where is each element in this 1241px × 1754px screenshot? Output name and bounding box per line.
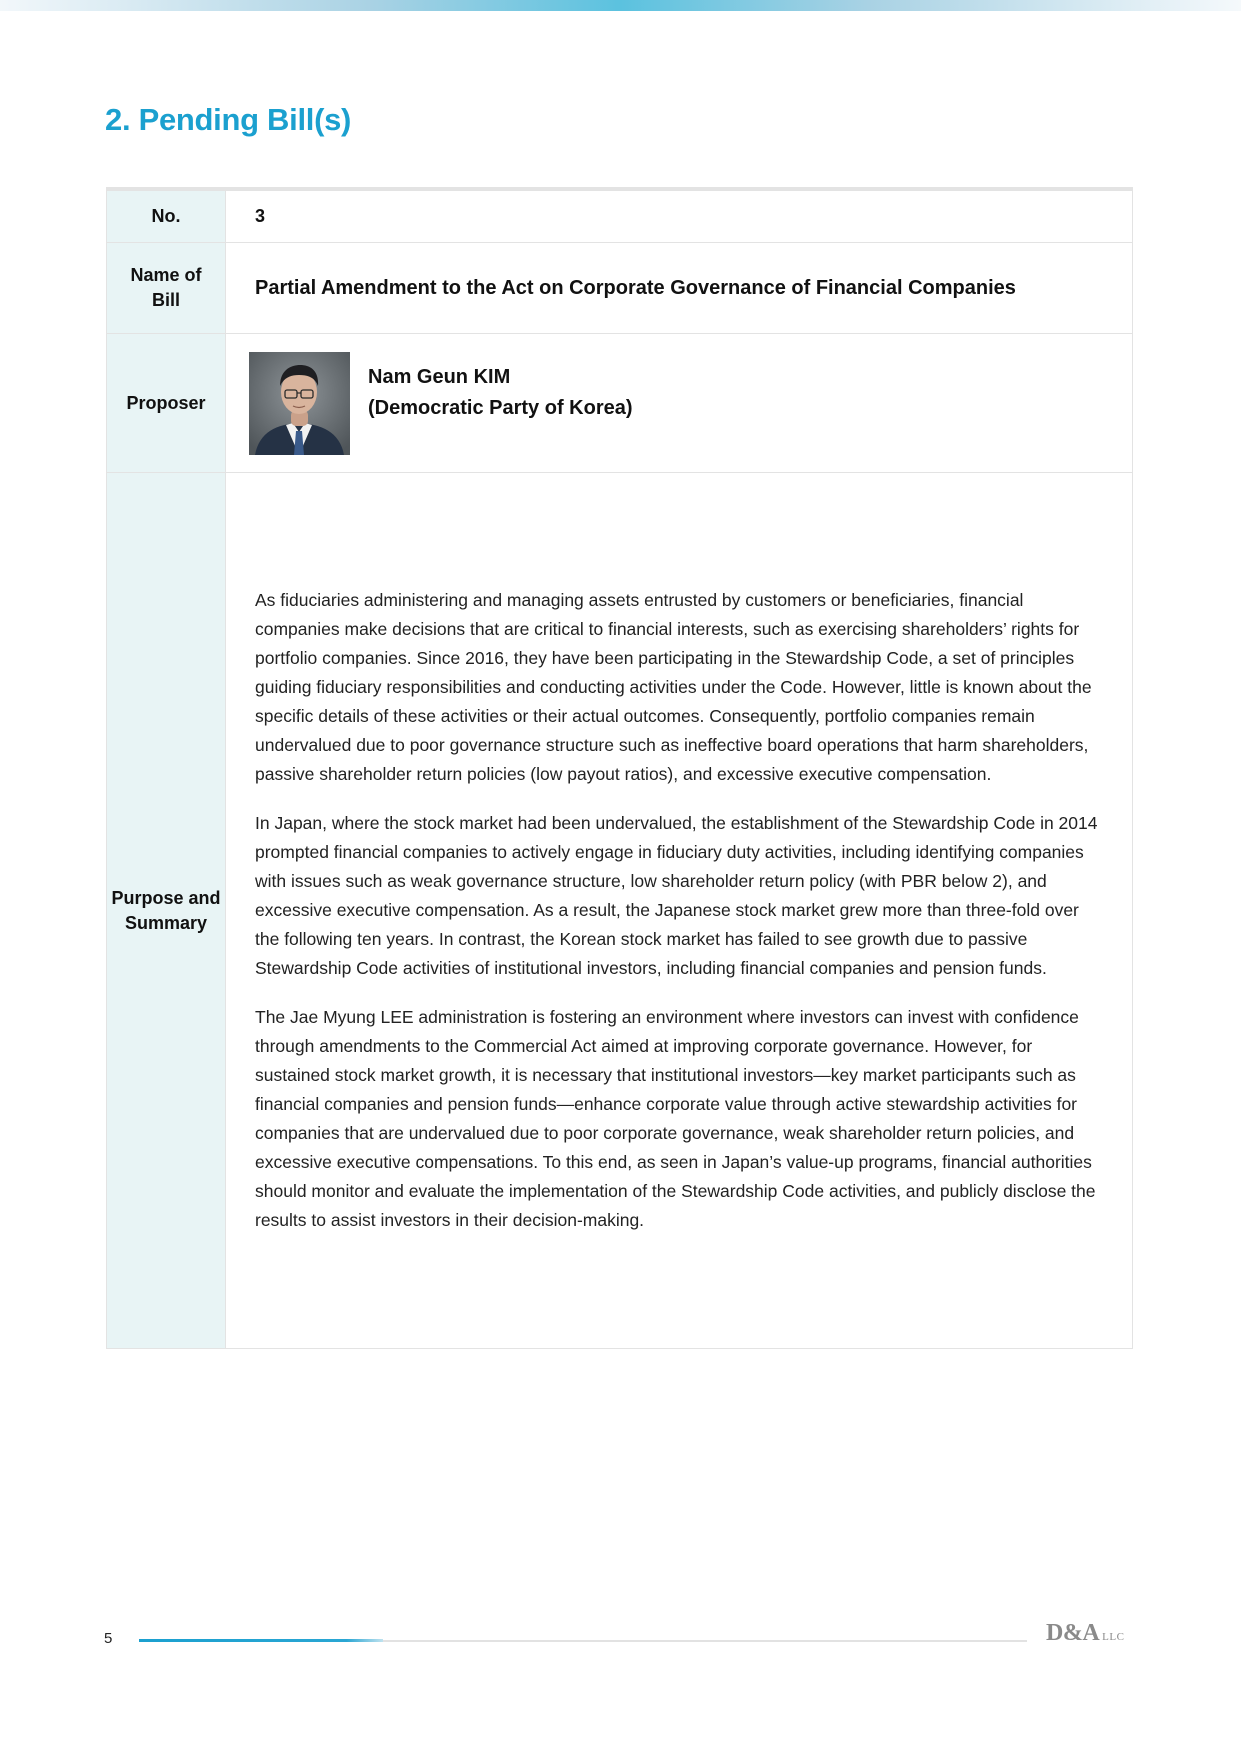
logo-suffix: LLC xyxy=(1102,1631,1125,1643)
label-bill-name: Name of Bill xyxy=(107,243,226,334)
page-number: 5 xyxy=(104,1630,113,1647)
summary-paragraph: In Japan, where the stock market had been undervalued, the establishment of the Stewardship Code in 2014 prompted financial companies to actively engage in fiduciary duty activities, including identifying companies with issues such as weak governance structure, low shareholder return policy (with PBR below 2), and excessive executive compensation. As a result, the Japanese stock market grew more than three-fold over the following ten years. In contrast, the Korean stock market has failed to see growth due to passive Stewardship Code activities of institutional investors, including financial companies and pension funds. xyxy=(255,813,1098,978)
label-purpose-summary: Purpose and Summary xyxy=(107,473,226,1349)
bill-table xyxy=(106,187,1133,1349)
footer-rule-accent xyxy=(139,1639,383,1642)
proposer-block xyxy=(249,352,1110,455)
summary-text xyxy=(255,586,1110,1235)
proposer-cell xyxy=(226,334,1133,473)
proposer-name: Nam Geun KIM xyxy=(368,366,511,388)
summary-paragraph: The Jae Myung LEE administration is fostering an environment where investors can invest with confidence through amendments to the Commercial Act aimed at improving corporate governance. However, for sustained stock market growth, it is necessary that institutional investors—key market participants such as financial companies and pension funds—enhance corporate value through active stewardship activities for companies that are undervalued due to poor corporate governance, weak shareholder return policies, and excessive executive compensations. To this end, as seen in Japan’s value-up programs, financial authorities should monitor and evaluate the implementation of the Stewardship Code activities, and publicly disclose the results to assist investors in their decision-making. xyxy=(255,1007,1096,1230)
company-logo xyxy=(1046,1620,1124,1647)
label-proposer: Proposer xyxy=(107,334,226,473)
row-number xyxy=(107,189,1133,243)
top-decorative-band xyxy=(0,0,1241,11)
bill-name: Partial Amendment to the Act on Corporate Governance of Financial Companies xyxy=(226,243,1133,334)
section-title: 2. Pending Bill(s) xyxy=(105,102,352,137)
row-bill-name xyxy=(107,243,1133,334)
summary-cell xyxy=(226,473,1133,1349)
logo-main: D&A xyxy=(1046,1620,1100,1646)
row-proposer xyxy=(107,334,1133,473)
label-number: No. xyxy=(107,189,226,243)
summary-paragraph: As fiduciaries administering and managing assets entrusted by customers or beneficiaries, financial companies make decisions that are critical to financial interests, such as exercising shareholders’ rights for portfolio companies. Since 2016, they have been participating in the Stewardship Code, a set of principles guiding fiduciary responsibilities and conducting activities under the Code. However, little is known about the specific details of these activities or their actual outcomes. Consequently, portfolio companies remain undervalued due to poor governance structure such as ineffective board operations that harm shareholders, passive shareholder return policies (low payout ratios), and excessive executive compensation. xyxy=(255,590,1092,784)
bill-number: 3 xyxy=(226,189,1133,243)
row-purpose-summary xyxy=(107,473,1133,1349)
proposer-party: (Democratic Party of Korea) xyxy=(368,397,633,419)
proposer-photo xyxy=(249,352,350,455)
